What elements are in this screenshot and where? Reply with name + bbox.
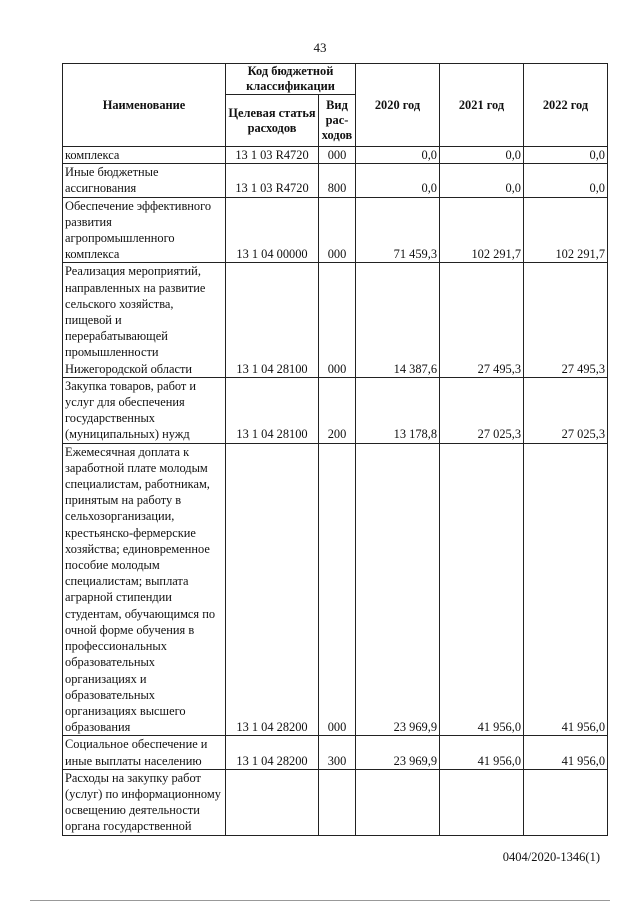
- row-expense-kind: 200: [319, 377, 356, 443]
- row-value-2021: 102 291,7: [440, 197, 524, 263]
- row-name: Иные бюджетные ассигнования: [63, 164, 226, 197]
- row-value-2021: 27 025,3: [440, 377, 524, 443]
- table-row: [63, 769, 608, 835]
- row-target-code: 13 1 04 00000: [226, 197, 319, 263]
- row-target-code: 13 1 04 28200: [226, 443, 319, 736]
- header-kind: Вид рас-ходов: [319, 95, 356, 147]
- row-expense-kind: 300: [319, 736, 356, 769]
- row-value-2021: 41 956,0: [440, 443, 524, 736]
- row-value-2021: 41 956,0: [440, 736, 524, 769]
- header-name: Наименование: [63, 64, 226, 147]
- table-body: [63, 147, 608, 836]
- row-value-2021: 0,0: [440, 164, 524, 197]
- row-name: Ежемесячная доплата к заработной плате молодым специалистам, работникам, принятым на работу в сельхозорганизации, крестьянско-фермерские хозяйства; единовременное пособие молодым специалистам; выплата аграрной стипендии студентам, обучающимся по очной форме обучения в профессиональных образовательных организациях и образовательных организациях высшего образования: [63, 443, 226, 736]
- row-value-2022: 0,0: [524, 164, 608, 197]
- row-target-code: 13 1 03 R4720: [226, 164, 319, 197]
- row-value-2020: [356, 769, 440, 835]
- table-header: [63, 64, 608, 147]
- table-row: [63, 164, 608, 197]
- row-target-code: 13 1 04 28200: [226, 736, 319, 769]
- row-expense-kind: [319, 769, 356, 835]
- row-name: Обеспечение эффективного развития агропромышленного комплекса: [63, 197, 226, 263]
- row-name: Социальное обеспечение и иные выплаты населению: [63, 736, 226, 769]
- budget-table: [62, 63, 608, 836]
- row-name: Закупка товаров, работ и услуг для обеспечения государственных (муниципальных) нужд: [63, 377, 226, 443]
- row-expense-kind: 800: [319, 164, 356, 197]
- row-value-2020: 0,0: [356, 164, 440, 197]
- row-target-code: 13 1 03 R4720: [226, 147, 319, 164]
- row-value-2021: [440, 769, 524, 835]
- row-target-code: 13 1 04 28100: [226, 263, 319, 377]
- row-name: Реализация мероприятий, направленных на развитие сельского хозяйства, пищевой и перерабатывающей промышленности Нижегородской области: [63, 263, 226, 377]
- row-value-2022: 41 956,0: [524, 736, 608, 769]
- row-value-2020: 14 387,6: [356, 263, 440, 377]
- table-row: [63, 147, 608, 164]
- bottom-rule: [30, 900, 610, 901]
- row-value-2020: 23 969,9: [356, 736, 440, 769]
- row-value-2020: 71 459,3: [356, 197, 440, 263]
- table-row: [63, 443, 608, 736]
- row-value-2021: 27 495,3: [440, 263, 524, 377]
- row-value-2020: 23 969,9: [356, 443, 440, 736]
- document-code: 0404/2020-1346(1): [502, 850, 600, 864]
- row-target-code: [226, 769, 319, 835]
- row-value-2020: 13 178,8: [356, 377, 440, 443]
- row-expense-kind: 000: [319, 443, 356, 736]
- table-row: [63, 377, 608, 443]
- row-value-2020: 0,0: [356, 147, 440, 164]
- row-expense-kind: 000: [319, 197, 356, 263]
- header-2021: 2021 год: [440, 64, 524, 147]
- row-value-2022: 0,0: [524, 147, 608, 164]
- header-2022: 2022 год: [524, 64, 608, 147]
- row-value-2022: [524, 769, 608, 835]
- header-2020: 2020 год: [356, 64, 440, 147]
- header-target: Целевая статья расходов: [226, 95, 319, 147]
- table-row: [63, 197, 608, 263]
- row-value-2022: 27 025,3: [524, 377, 608, 443]
- row-value-2022: 41 956,0: [524, 443, 608, 736]
- table-row: [63, 263, 608, 377]
- header-code-group: Код бюджетной классификации: [226, 64, 356, 95]
- row-name: Расходы на закупку работ (услуг) по информационному освещению деятельности органа государственной: [63, 769, 226, 835]
- table-row: [63, 736, 608, 769]
- page-number: 43: [313, 40, 327, 55]
- row-value-2021: 0,0: [440, 147, 524, 164]
- row-expense-kind: 000: [319, 263, 356, 377]
- row-target-code: 13 1 04 28100: [226, 377, 319, 443]
- row-value-2022: 27 495,3: [524, 263, 608, 377]
- row-expense-kind: 000: [319, 147, 356, 164]
- row-name: комплекса: [63, 147, 226, 164]
- row-value-2022: 102 291,7: [524, 197, 608, 263]
